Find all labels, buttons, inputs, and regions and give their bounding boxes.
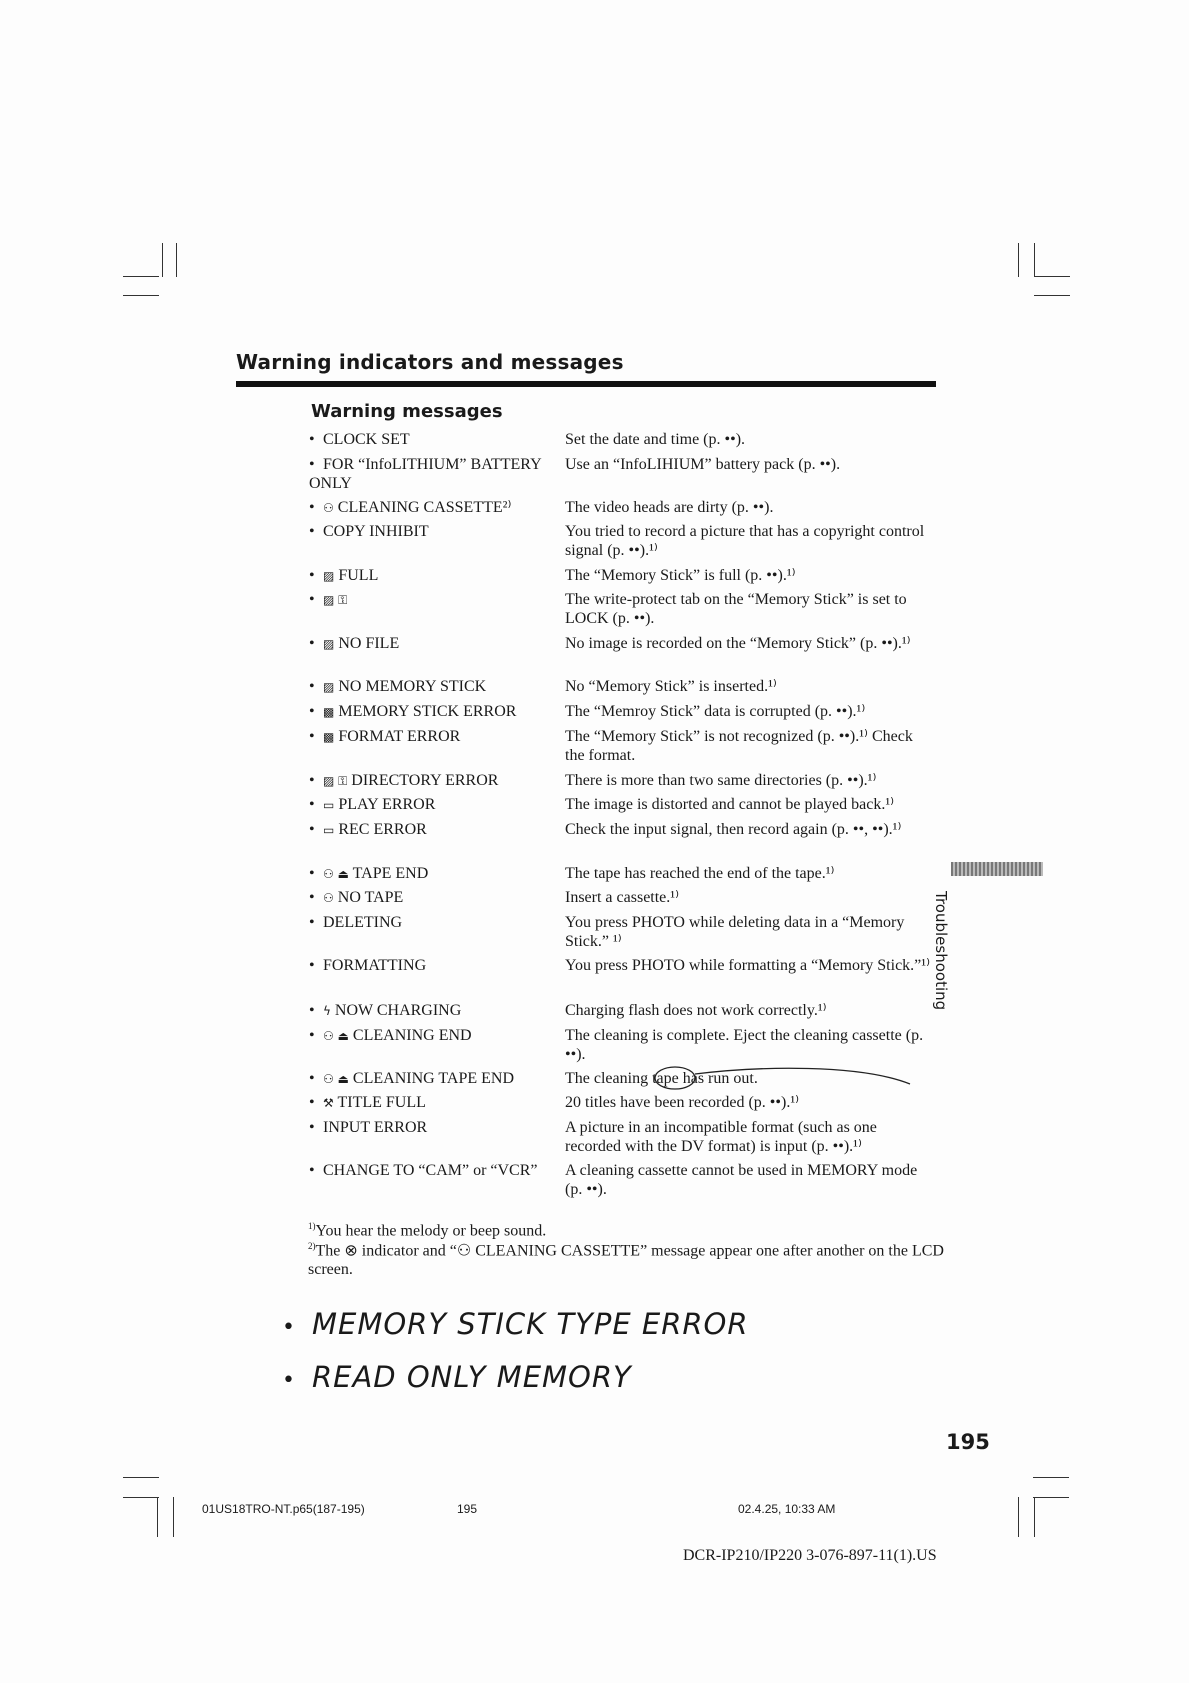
message-description: The “Memory Stick” is full (p. ••).¹⁾ <box>565 567 796 584</box>
crop-mark <box>1033 1477 1069 1478</box>
message-description: The “Memroy Stick” data is corrupted (p. ••).¹⁾ <box>565 703 866 720</box>
message-description: The “Memory Stick” is not recognized (p. ••).¹⁾ Check the format. <box>565 728 913 764</box>
message-description: Insert a cassette.¹⁾ <box>565 889 680 906</box>
message-description: No image is recorded on the “Memory Stick” (p. ••).¹⁾ <box>565 635 911 652</box>
memory-stick-lock-icon: ▨ ⚿ <box>323 774 348 788</box>
crop-mark <box>162 243 163 277</box>
message-description: The video heads are dirty (p. ••). <box>565 499 774 516</box>
message-description: The cleaning tape has run out. <box>565 1070 758 1087</box>
message-description: A cleaning cassette cannot be used in MEMORY mode (p. ••). <box>565 1162 918 1198</box>
footer-page: 195 <box>457 1502 478 1516</box>
message-item: • ▨ ⚿ <box>309 591 348 608</box>
frame-icon: ▭ <box>323 823 335 837</box>
flash-icon: ϟ <box>323 1004 331 1018</box>
message-description: Use an “InfoLIHIUM” battery pack (p. ••). <box>565 456 841 473</box>
message-description: The cleaning is complete. Eject the cleaning cassette (p. ••). <box>565 1027 924 1063</box>
memory-stick-icon: ▨ <box>323 637 335 651</box>
message-description: A picture in an incompatible format (such as one recorded with the DV format) is input (p. ••).¹⁾ <box>565 1119 877 1155</box>
message-item: • ▭ PLAY ERROR <box>309 796 436 813</box>
message-item: • CLOCK SET <box>309 431 410 448</box>
section-tab-label: Troubleshooting <box>932 891 950 1011</box>
crop-mark <box>123 295 159 296</box>
crop-mark <box>123 1477 159 1478</box>
cleaning-eject-icon: ⚇ ⏏ <box>323 1029 349 1043</box>
message-item: • ▭ REC ERROR <box>309 821 427 838</box>
message-item: • ▨ FULL <box>309 567 379 584</box>
footnote-1: $^{1)}$You hear the melody or beep sound. <box>308 1221 547 1240</box>
memory-stick-icon: ▨ <box>323 680 335 694</box>
section-tab-bar <box>951 862 1043 876</box>
crop-mark <box>123 276 159 277</box>
message-description: The image is distorted and cannot be played back.¹⁾ <box>565 796 895 813</box>
message-description: The tape has reached the end of the tape.¹⁾ <box>565 865 835 882</box>
memory-stick-error-icon: ▩ <box>323 730 335 744</box>
message-item: • FORMATTING <box>309 957 427 974</box>
handwritten-note: • READ ONLY MEMORY <box>282 1360 632 1394</box>
page-number: 195 <box>946 1430 990 1454</box>
message-item: • ⚇ CLEANING CASSETTE²⁾ <box>309 499 512 516</box>
crop-mark <box>1018 243 1019 277</box>
message-description: There is more than two same directories (p. ••).¹⁾ <box>565 772 877 789</box>
message-item: • ⚇ ⏏ CLEANING TAPE END <box>309 1070 514 1087</box>
footer-datetime: 02.4.25, 10:33 AM <box>738 1502 836 1516</box>
memory-stick-icon: ▨ <box>323 569 335 583</box>
message-item: • ⚇ ⏏ CLEANING END <box>309 1027 472 1044</box>
title-rule <box>236 381 936 387</box>
memory-stick-error-icon: ▩ <box>323 705 335 719</box>
crop-mark <box>123 1497 159 1498</box>
message-item: • ▩ FORMAT ERROR <box>309 728 461 745</box>
message-item: • ⚇ NO TAPE <box>309 889 404 906</box>
cassette-icon: ⚇ <box>323 891 334 905</box>
cleaning-cassette-icon: ⚇ <box>323 501 334 515</box>
section-title: Warning indicators and messages <box>236 350 624 374</box>
crop-mark <box>1018 1497 1019 1537</box>
message-description: You press PHOTO while deleting data in a “Memory Stick.” ¹⁾ <box>565 914 905 950</box>
cassette-eject-icon: ⚇ ⏏ <box>323 867 349 881</box>
frame-icon: ▭ <box>323 798 335 812</box>
message-description: No “Memory Stick” is inserted.¹⁾ <box>565 678 777 695</box>
message-item: • ▨ NO FILE <box>309 635 400 652</box>
message-item: • COPY INHIBIT <box>309 523 429 540</box>
message-item: • ϟ NOW CHARGING <box>309 1002 462 1019</box>
crop-mark <box>1034 276 1070 277</box>
message-description: Set the date and time (p. ••). <box>565 431 746 448</box>
message-item: • INPUT ERROR <box>309 1119 428 1136</box>
handwritten-underline <box>640 1062 920 1096</box>
message-item: • DELETING <box>309 914 403 931</box>
message-item: • ▩ MEMORY STICK ERROR <box>309 703 517 720</box>
crop-mark <box>1033 1497 1069 1498</box>
message-item: • FOR “InfoLITHIUM” BATTERY ONLY <box>309 456 542 492</box>
cleaning-eject-icon: ⚇ ⏏ <box>323 1072 349 1086</box>
message-description: The write-protect tab on the “Memory Stick” is set to LOCK (p. ••). <box>565 591 907 627</box>
crop-mark <box>1034 295 1070 296</box>
message-item: • ⚇ ⏏ TAPE END <box>309 865 429 882</box>
message-item: • CHANGE TO “CAM” or “VCR” <box>309 1162 538 1179</box>
message-item: • ⚒ TITLE FULL <box>309 1094 426 1111</box>
footer-file: 01US18TRO-NT.p65(187-195) <box>202 1502 365 1516</box>
message-description: You press PHOTO while formatting a “Memory Stick.”¹⁾ <box>565 957 930 974</box>
crop-mark <box>173 1497 174 1537</box>
memory-stick-lock-icon: ▨ ⚿ <box>323 593 348 607</box>
message-item: • ▨ ⚿ DIRECTORY ERROR <box>309 772 499 789</box>
crop-mark <box>176 243 177 277</box>
crop-mark <box>157 1497 158 1537</box>
message-item: • ▨ NO MEMORY STICK <box>309 678 487 695</box>
message-description: Check the input signal, then record again (p. ••, ••).¹⁾ <box>565 821 902 838</box>
footnote-2: $^{2)}$The ⊗ indicator and “⚇ CLEANING CASSETTE” message appear one after another on the LCD screen. <box>308 1241 944 1279</box>
message-description: Charging flash does not work correctly.¹⁾ <box>565 1002 827 1019</box>
crop-mark <box>1034 243 1035 277</box>
message-description: You tried to record a picture that has a copyright control signal (p. ••).¹⁾ <box>565 523 925 559</box>
message-description: 20 titles have been recorded (p. ••).¹⁾ <box>565 1094 800 1111</box>
title-icon: ⚒ <box>323 1096 334 1110</box>
footer-model: DCR-IP210/IP220 3-076-897-11(1).US <box>683 1547 937 1564</box>
subsection-title: Warning messages <box>311 401 503 422</box>
handwritten-note: • MEMORY STICK TYPE ERROR <box>282 1307 749 1341</box>
crop-mark <box>1034 1497 1035 1537</box>
